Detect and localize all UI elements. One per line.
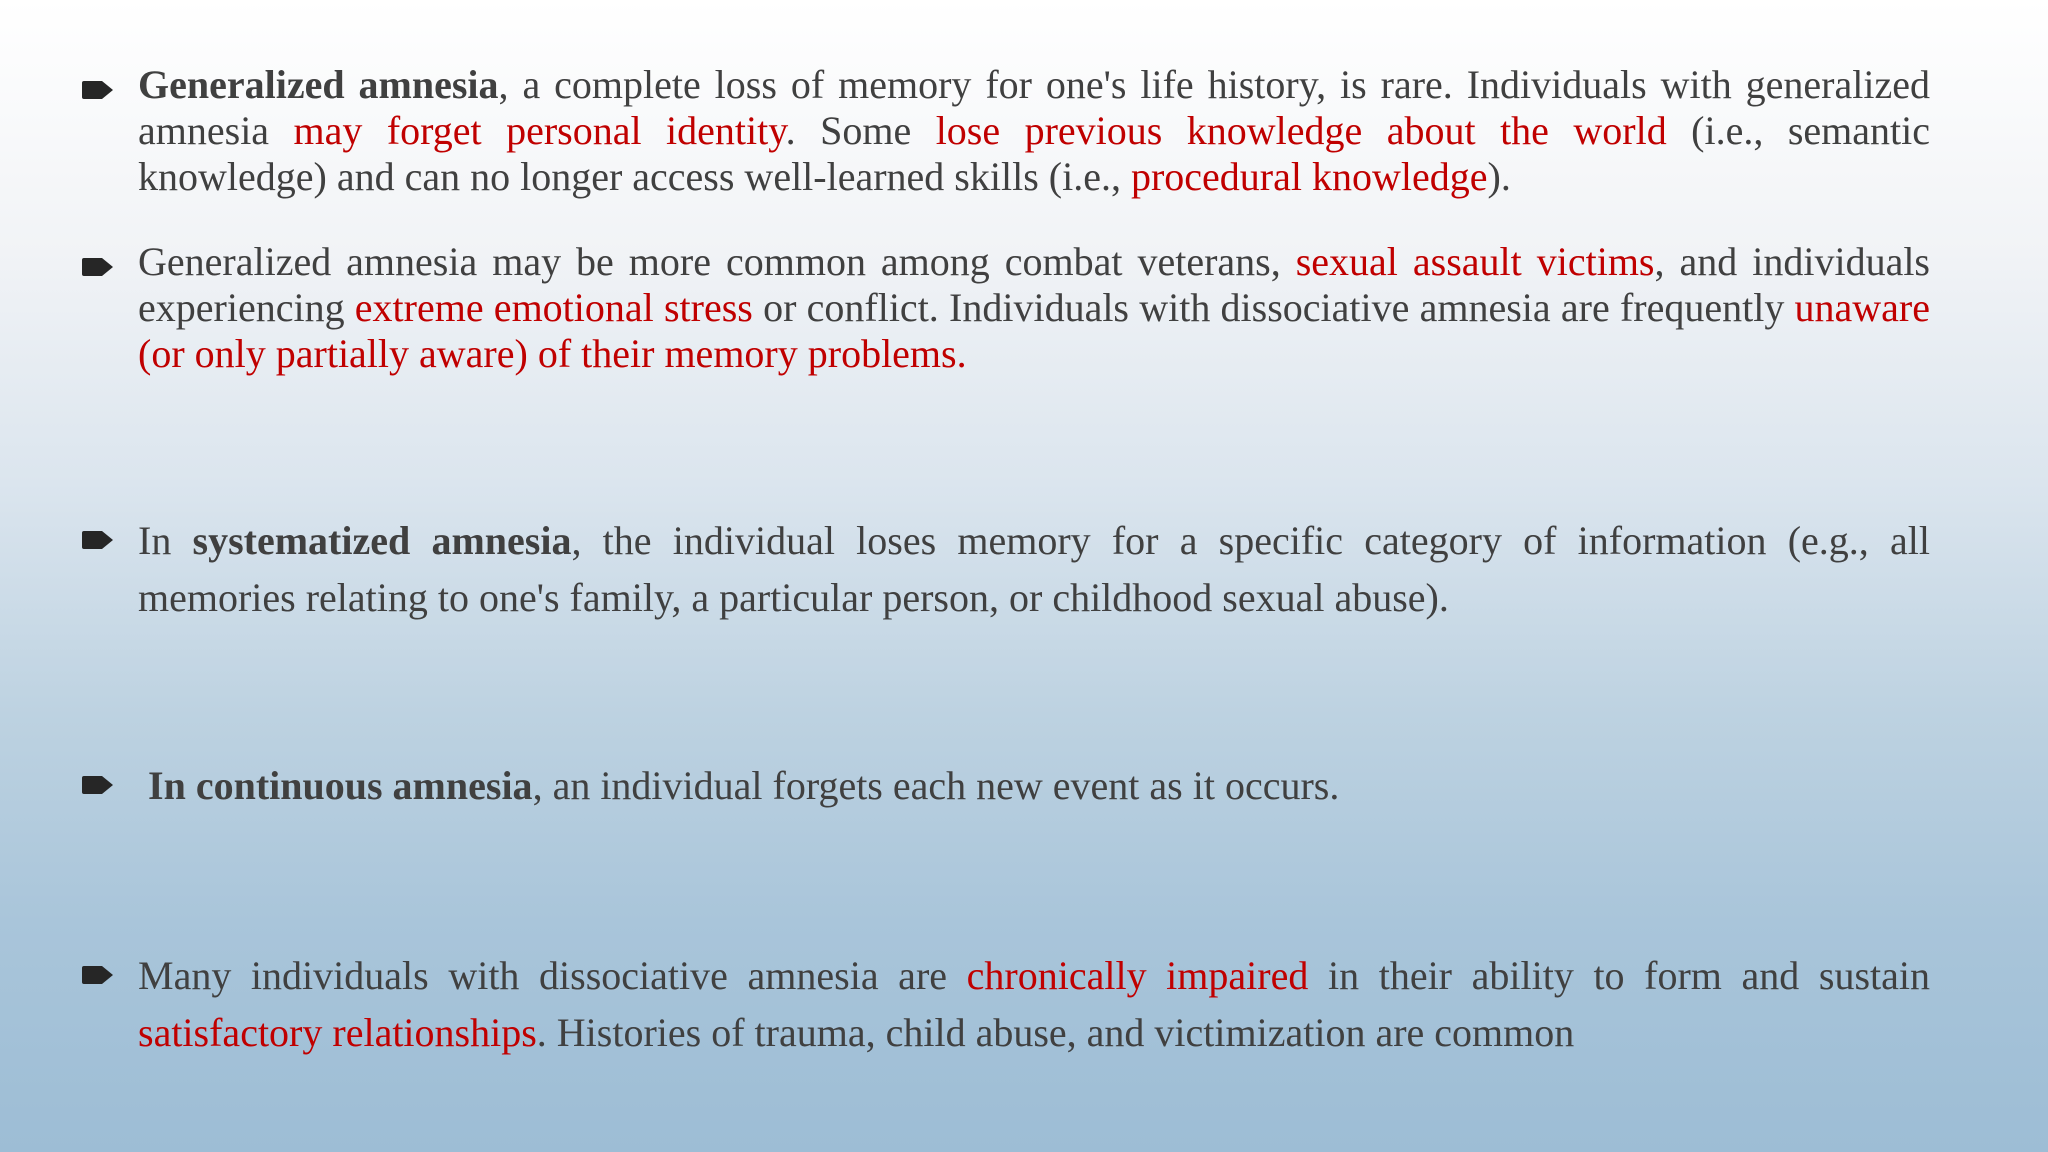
bullet-text bbox=[138, 239, 1930, 377]
text-run: , the individual loses memory for a specific category of information (e.g., all memories relating to one's family, a particular person, or childhood sexual abuse). bbox=[138, 518, 1930, 620]
bullet-text bbox=[138, 947, 1930, 1061]
term-bold: systematized amnesia bbox=[192, 518, 572, 563]
highlight-text: extreme emotional stress bbox=[354, 285, 753, 330]
bullet-text bbox=[138, 62, 1930, 200]
highlight-text: lose previous knowledge about the world bbox=[935, 108, 1667, 153]
term-bold: In continuous amnesia bbox=[138, 763, 533, 808]
text-run: Many individuals with dissociative amnesia are bbox=[138, 953, 967, 998]
highlight-text: may forget personal identity bbox=[293, 108, 786, 153]
text-run: , a complete loss of memory for one's life history, is rare. Individuals with generalized amnesia bbox=[138, 62, 1930, 153]
right-arrow-bullet-icon bbox=[80, 775, 114, 795]
highlight-text: satisfactory relationships bbox=[138, 1010, 537, 1055]
text-run: In bbox=[138, 518, 193, 563]
term-bold: Generalized amnesia bbox=[138, 62, 499, 107]
text-run: , and individuals experiencing bbox=[138, 239, 1930, 330]
text-run: (i.e., semantic knowledge) and can no longer access well-learned skills (i.e., bbox=[138, 108, 1930, 199]
bullet-text bbox=[138, 512, 1930, 626]
text-run: . Some bbox=[785, 108, 936, 153]
right-arrow-bullet-icon bbox=[80, 257, 114, 277]
highlight-text: sexual assault victims bbox=[1295, 239, 1655, 284]
text-run: . Histories of trauma, child abuse, and victimization are common bbox=[536, 1010, 1575, 1055]
right-arrow-bullet-icon bbox=[80, 80, 114, 100]
bullet-text bbox=[138, 757, 1930, 814]
right-arrow-bullet-icon bbox=[80, 965, 114, 985]
highlight-text: procedural knowledge bbox=[1130, 154, 1488, 199]
text-run: , an individual forgets each new event as it occurs. bbox=[532, 763, 1340, 808]
highlight-text: chronically impaired bbox=[966, 953, 1309, 998]
text-run: or conflict. Individuals with dissociative amnesia are frequently bbox=[752, 285, 1795, 330]
text-run: in their ability to form and sustain bbox=[1308, 953, 1931, 998]
text-run: Generalized amnesia may be more common among combat veterans, bbox=[138, 239, 1296, 284]
right-arrow-bullet-icon bbox=[80, 530, 114, 550]
highlight-text: unaware (or only partially aware) of their memory problems. bbox=[138, 285, 1930, 376]
text-run: ). bbox=[1487, 154, 1511, 199]
